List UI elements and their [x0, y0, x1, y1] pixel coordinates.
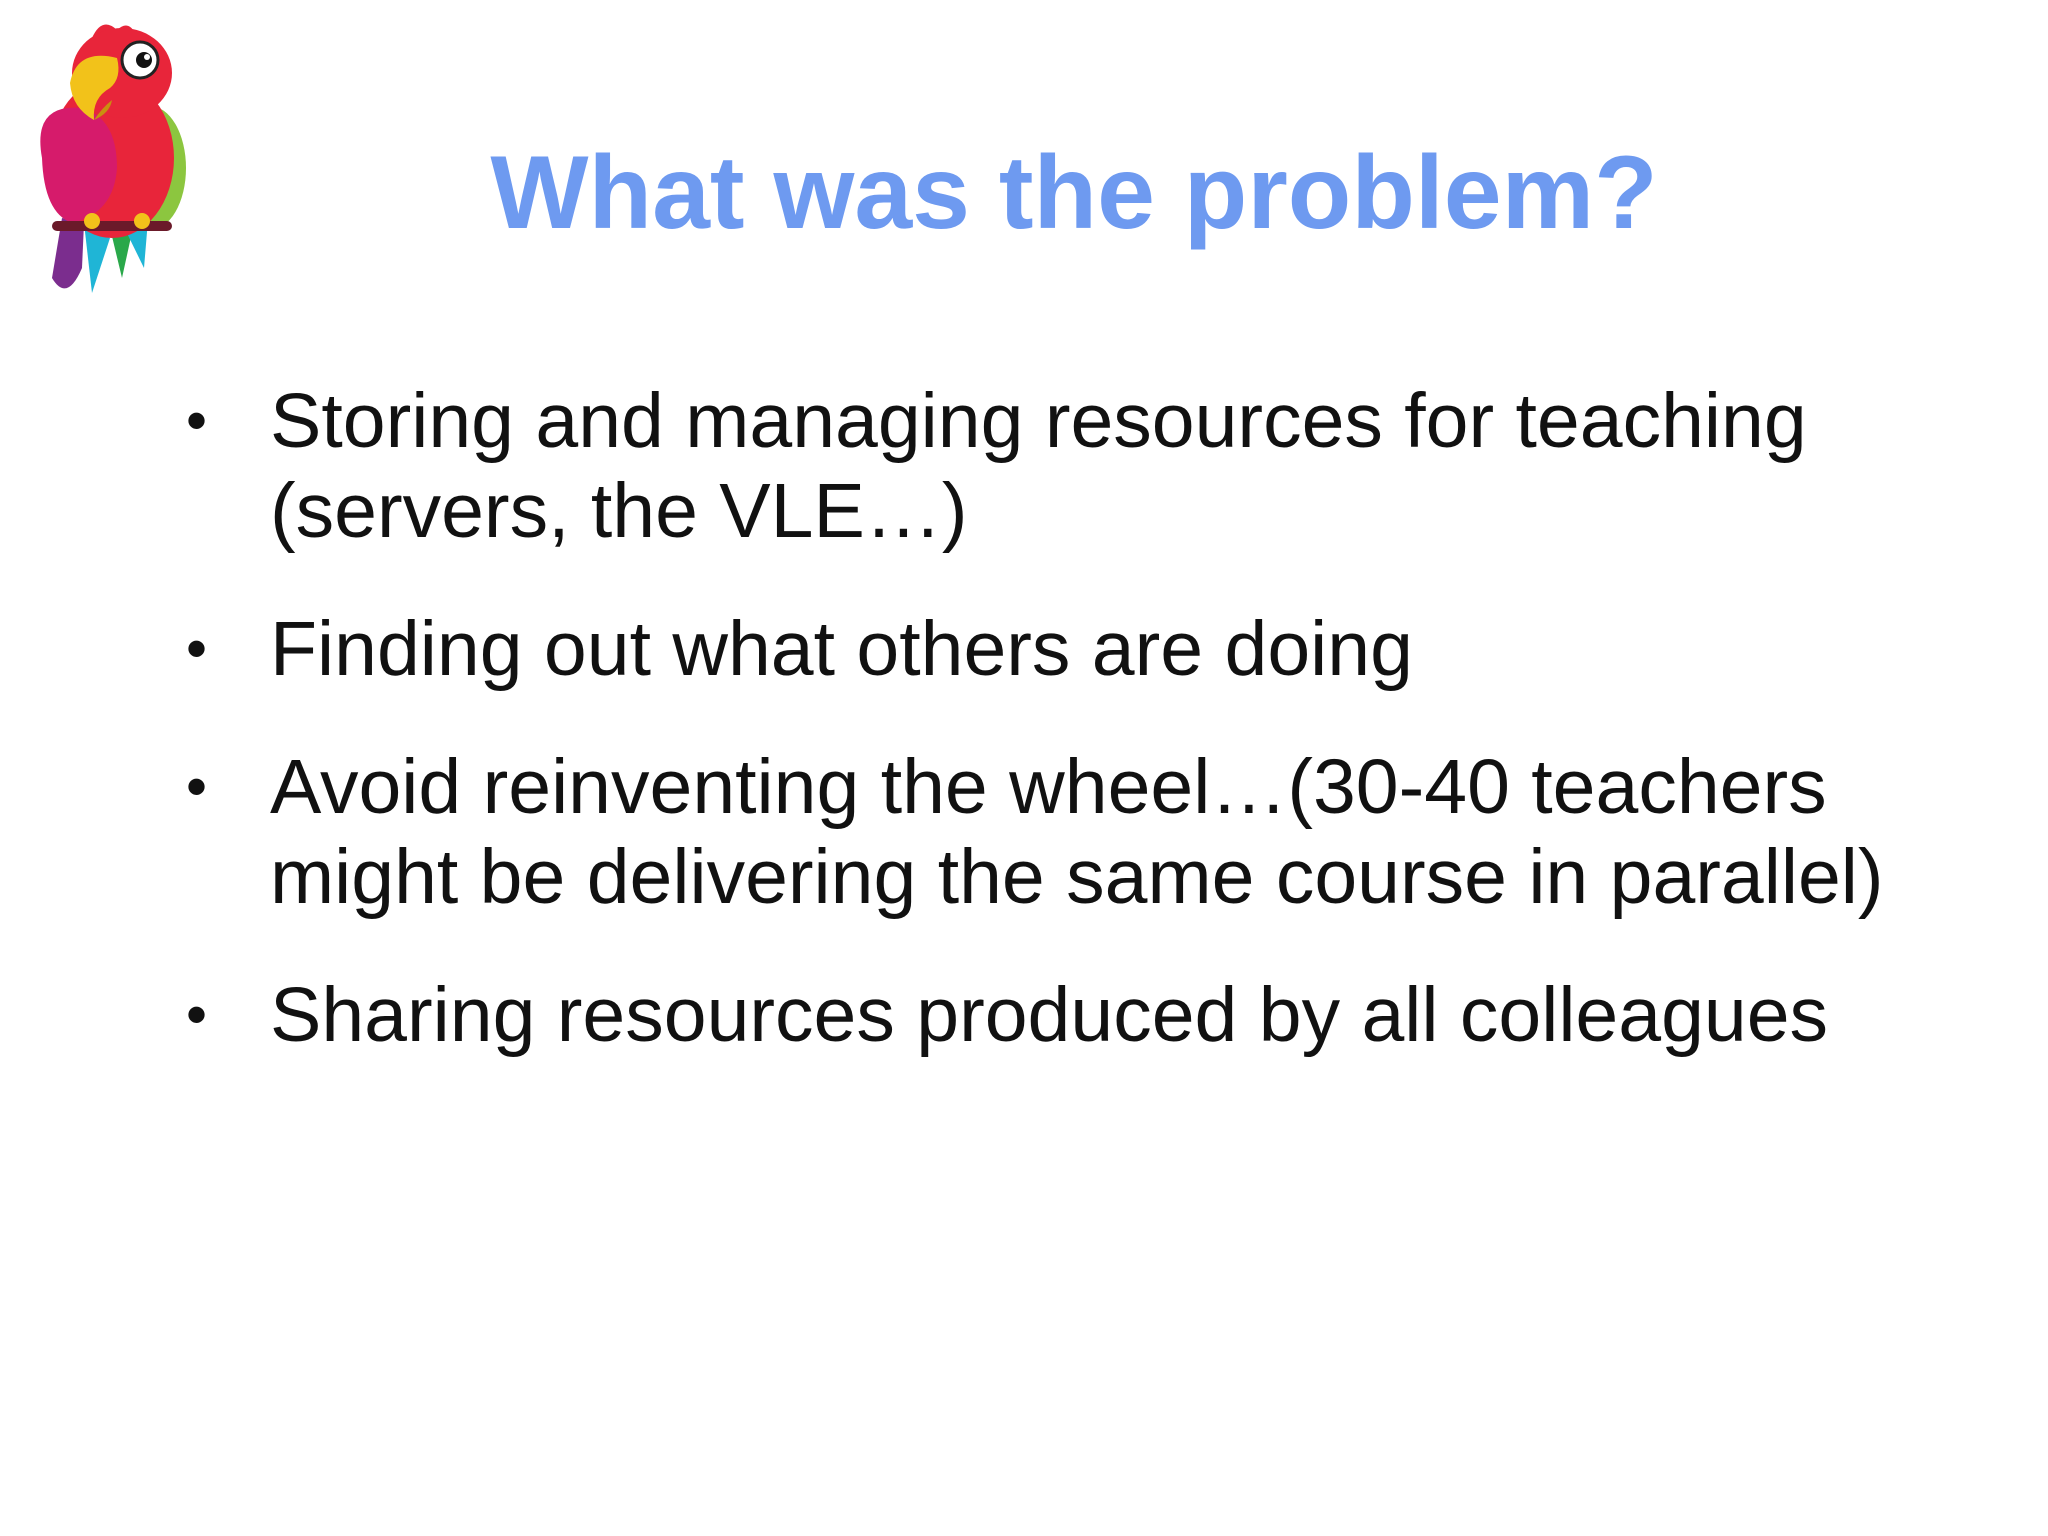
bullet-item [186, 376, 1986, 556]
bullet-text: Finding out what others are doing [270, 606, 1413, 692]
bullet-dot-icon: • [186, 753, 208, 820]
bullet-text: Sharing resources produced by all colleagues [270, 972, 1829, 1058]
bullet-dot-icon: • [186, 387, 208, 454]
slide-title: What was the problem? [490, 135, 1658, 251]
bullet-item [186, 604, 1986, 694]
bullet-item [186, 742, 1986, 922]
bullet-text: Avoid reinventing the wheel…(30-40 teachers might be delivering the same course in parallel) [270, 744, 1884, 920]
bullet-item [186, 970, 1986, 1060]
bullet-dot-icon: • [186, 981, 208, 1048]
bullet-text: Storing and managing resources for teaching (servers, the VLE…) [270, 378, 1807, 554]
bullet-list [186, 376, 1986, 1108]
bullet-dot-icon: • [186, 615, 208, 682]
